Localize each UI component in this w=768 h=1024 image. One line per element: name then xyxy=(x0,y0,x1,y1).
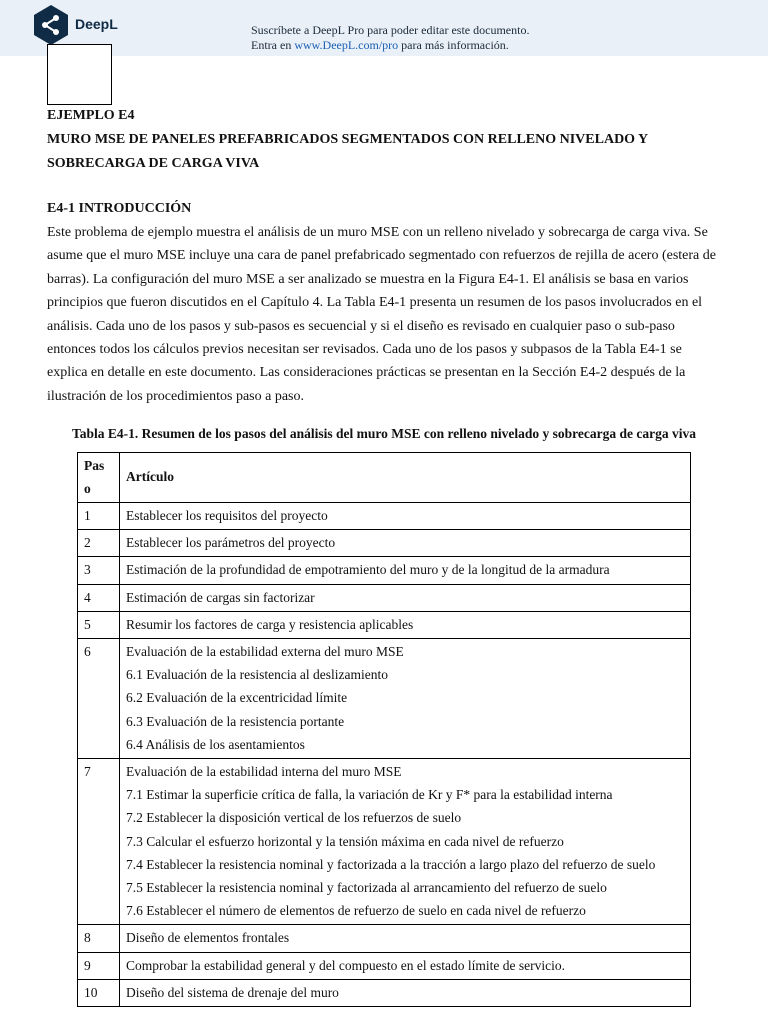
step-number: 5 xyxy=(78,611,120,638)
table-row xyxy=(78,611,691,638)
steps-table xyxy=(77,452,691,1007)
step-number: 2 xyxy=(78,530,120,557)
banner-line-2-suffix: para más información. xyxy=(398,38,509,52)
sub-step-label: 6.1 Evaluación de la resistencia al deslizamiento xyxy=(126,667,389,683)
example-title: EJEMPLO E4 xyxy=(47,108,135,123)
table-caption: Tabla E4-1. Resumen de los pasos del análisis del muro MSE con relleno nivelado y sobrecarga de carga viva xyxy=(72,426,696,441)
step-item xyxy=(120,503,691,530)
table-row xyxy=(78,639,691,759)
step-item xyxy=(120,611,691,638)
table-header-row xyxy=(78,453,691,503)
sub-step-label: 6.2 Evaluación de la excentricidad límite xyxy=(126,690,348,706)
step-number: 7 xyxy=(78,759,120,925)
header-step: Pas o xyxy=(78,453,120,503)
intro-paragraph: Este problema de ejemplo muestra el análisis de un muro MSE con un relleno nivelado y sobrecarga de carga viva. Se asume que el muro MSE incluye una cara de panel prefabricado segmentado con refuerzos de rejilla de acero (estera de barras). La configuración del muro MSE a ser analizado se muestra en la Figura E4-1. El análisis se basa en varios principios que fueron discutidos en el Capítulo 4. La Tabla E4-1 presenta un resumen de los pasos involucrados en el análisis. Cada uno de los pasos y sub-pasos es secuencial y si el diseño es revisado en cualquier paso o sub-paso entonces todos los cálculos previos necesitan ser revisados. Cada uno de los pasos y subpasos de la Tabla E4-1 se explica en detalle en este documento. Las consideraciones prácticas se presentan en la Sección E4-2 después de la ilustración de los procedimientos paso a paso. xyxy=(47,225,716,404)
step-item-label: Establecer los parámetros del proyecto xyxy=(126,535,336,551)
step-number: 3 xyxy=(78,557,120,584)
header-item: Artículo xyxy=(120,453,691,503)
step-item-label: Evaluación de la estabilidad externa del muro MSE xyxy=(126,644,404,660)
banner-line-2-prefix: Entra en xyxy=(251,38,295,52)
step-number: 10 xyxy=(78,979,120,1006)
step-item-label: Evaluación de la estabilidad interna del muro MSE xyxy=(126,764,402,780)
section-heading: E4-1 INTRODUCCIÓN xyxy=(47,201,192,216)
table-body xyxy=(78,503,691,1007)
deepl-banner xyxy=(0,0,768,56)
step-item-label: Establecer los requisitos del proyecto xyxy=(126,508,328,523)
table-row xyxy=(78,979,691,1006)
step-item xyxy=(120,952,691,979)
step-item-label: Estimación de cargas sin factorizar xyxy=(126,589,315,605)
deepl-pro-link[interactable]: www.DeepL.com/pro xyxy=(294,38,399,52)
step-item xyxy=(120,759,691,925)
sub-step-label: 6.3 Evaluación de la resistencia portante xyxy=(126,713,345,729)
table-row xyxy=(78,530,691,557)
table-row xyxy=(78,952,691,979)
banner-message xyxy=(251,23,529,53)
step-item-label: Diseño del sistema de drenaje del muro xyxy=(126,984,339,1000)
step-item xyxy=(120,639,691,759)
table-row xyxy=(78,584,691,611)
step-number: 9 xyxy=(78,952,120,979)
step-item xyxy=(120,530,691,557)
banner-line-1: Suscríbete a DeepL Pro para poder editar este documento. xyxy=(251,23,530,37)
sub-step-label: 6.4 Análisis de los asentamientos xyxy=(126,736,305,752)
step-item-label: Estimación de la profundidad de empotramiento del muro y de la longitud de la armadura xyxy=(126,562,610,578)
sub-step-label: 7.3 Calcular el esfuerzo horizontal y la tensión máxima en cada nivel de refuerzo xyxy=(126,833,564,849)
table-row xyxy=(78,557,691,584)
table-row xyxy=(78,503,691,530)
sub-step-label: 7.5 Establecer la resistencia nominal y factorizada al arrancamiento del refuerzo de suelo xyxy=(126,880,607,896)
step-number: 4 xyxy=(78,584,120,611)
table-row xyxy=(78,925,691,952)
document-body xyxy=(47,104,723,408)
step-item-label: Diseño de elementos frontales xyxy=(126,930,290,946)
step-item xyxy=(120,925,691,952)
example-subtitle: MURO MSE DE PANELES PREFABRICADOS SEGMENTADOS CON RELLENO NIVELADO Y SOBRECARGA DE CARGA VIVA xyxy=(47,132,648,171)
empty-frame xyxy=(47,44,112,105)
step-item-label: Comprobar la estabilidad general y del compuesto en el estado límite de servicio. xyxy=(126,957,565,973)
step-item xyxy=(120,979,691,1006)
brand-name: DeepL xyxy=(75,16,118,32)
step-number: 8 xyxy=(78,925,120,952)
deepl-logo-icon xyxy=(33,5,69,45)
step-number: 1 xyxy=(78,503,120,530)
sub-step-label: 7.4 Establecer la resistencia nominal y factorizada a la tracción a largo plazo del refuerzo de suelo xyxy=(126,856,656,872)
sub-step-label: 7.6 Establecer el número de elementos de refuerzo de suelo en cada nivel de refuerzo xyxy=(126,903,586,919)
sub-step-label: 7.2 Establecer la disposición vertical de los refuerzos de suelo xyxy=(126,810,462,826)
step-item xyxy=(120,557,691,584)
table-row xyxy=(78,759,691,925)
step-item-label: Resumir los factores de carga y resistencia aplicables xyxy=(126,616,414,632)
sub-step-label: 7.1 Estimar la superficie crítica de falla, la variación de Kr y F* para la estabilidad interna xyxy=(126,787,613,803)
step-number: 6 xyxy=(78,639,120,759)
banner-line-2 xyxy=(251,38,529,53)
step-item xyxy=(120,584,691,611)
